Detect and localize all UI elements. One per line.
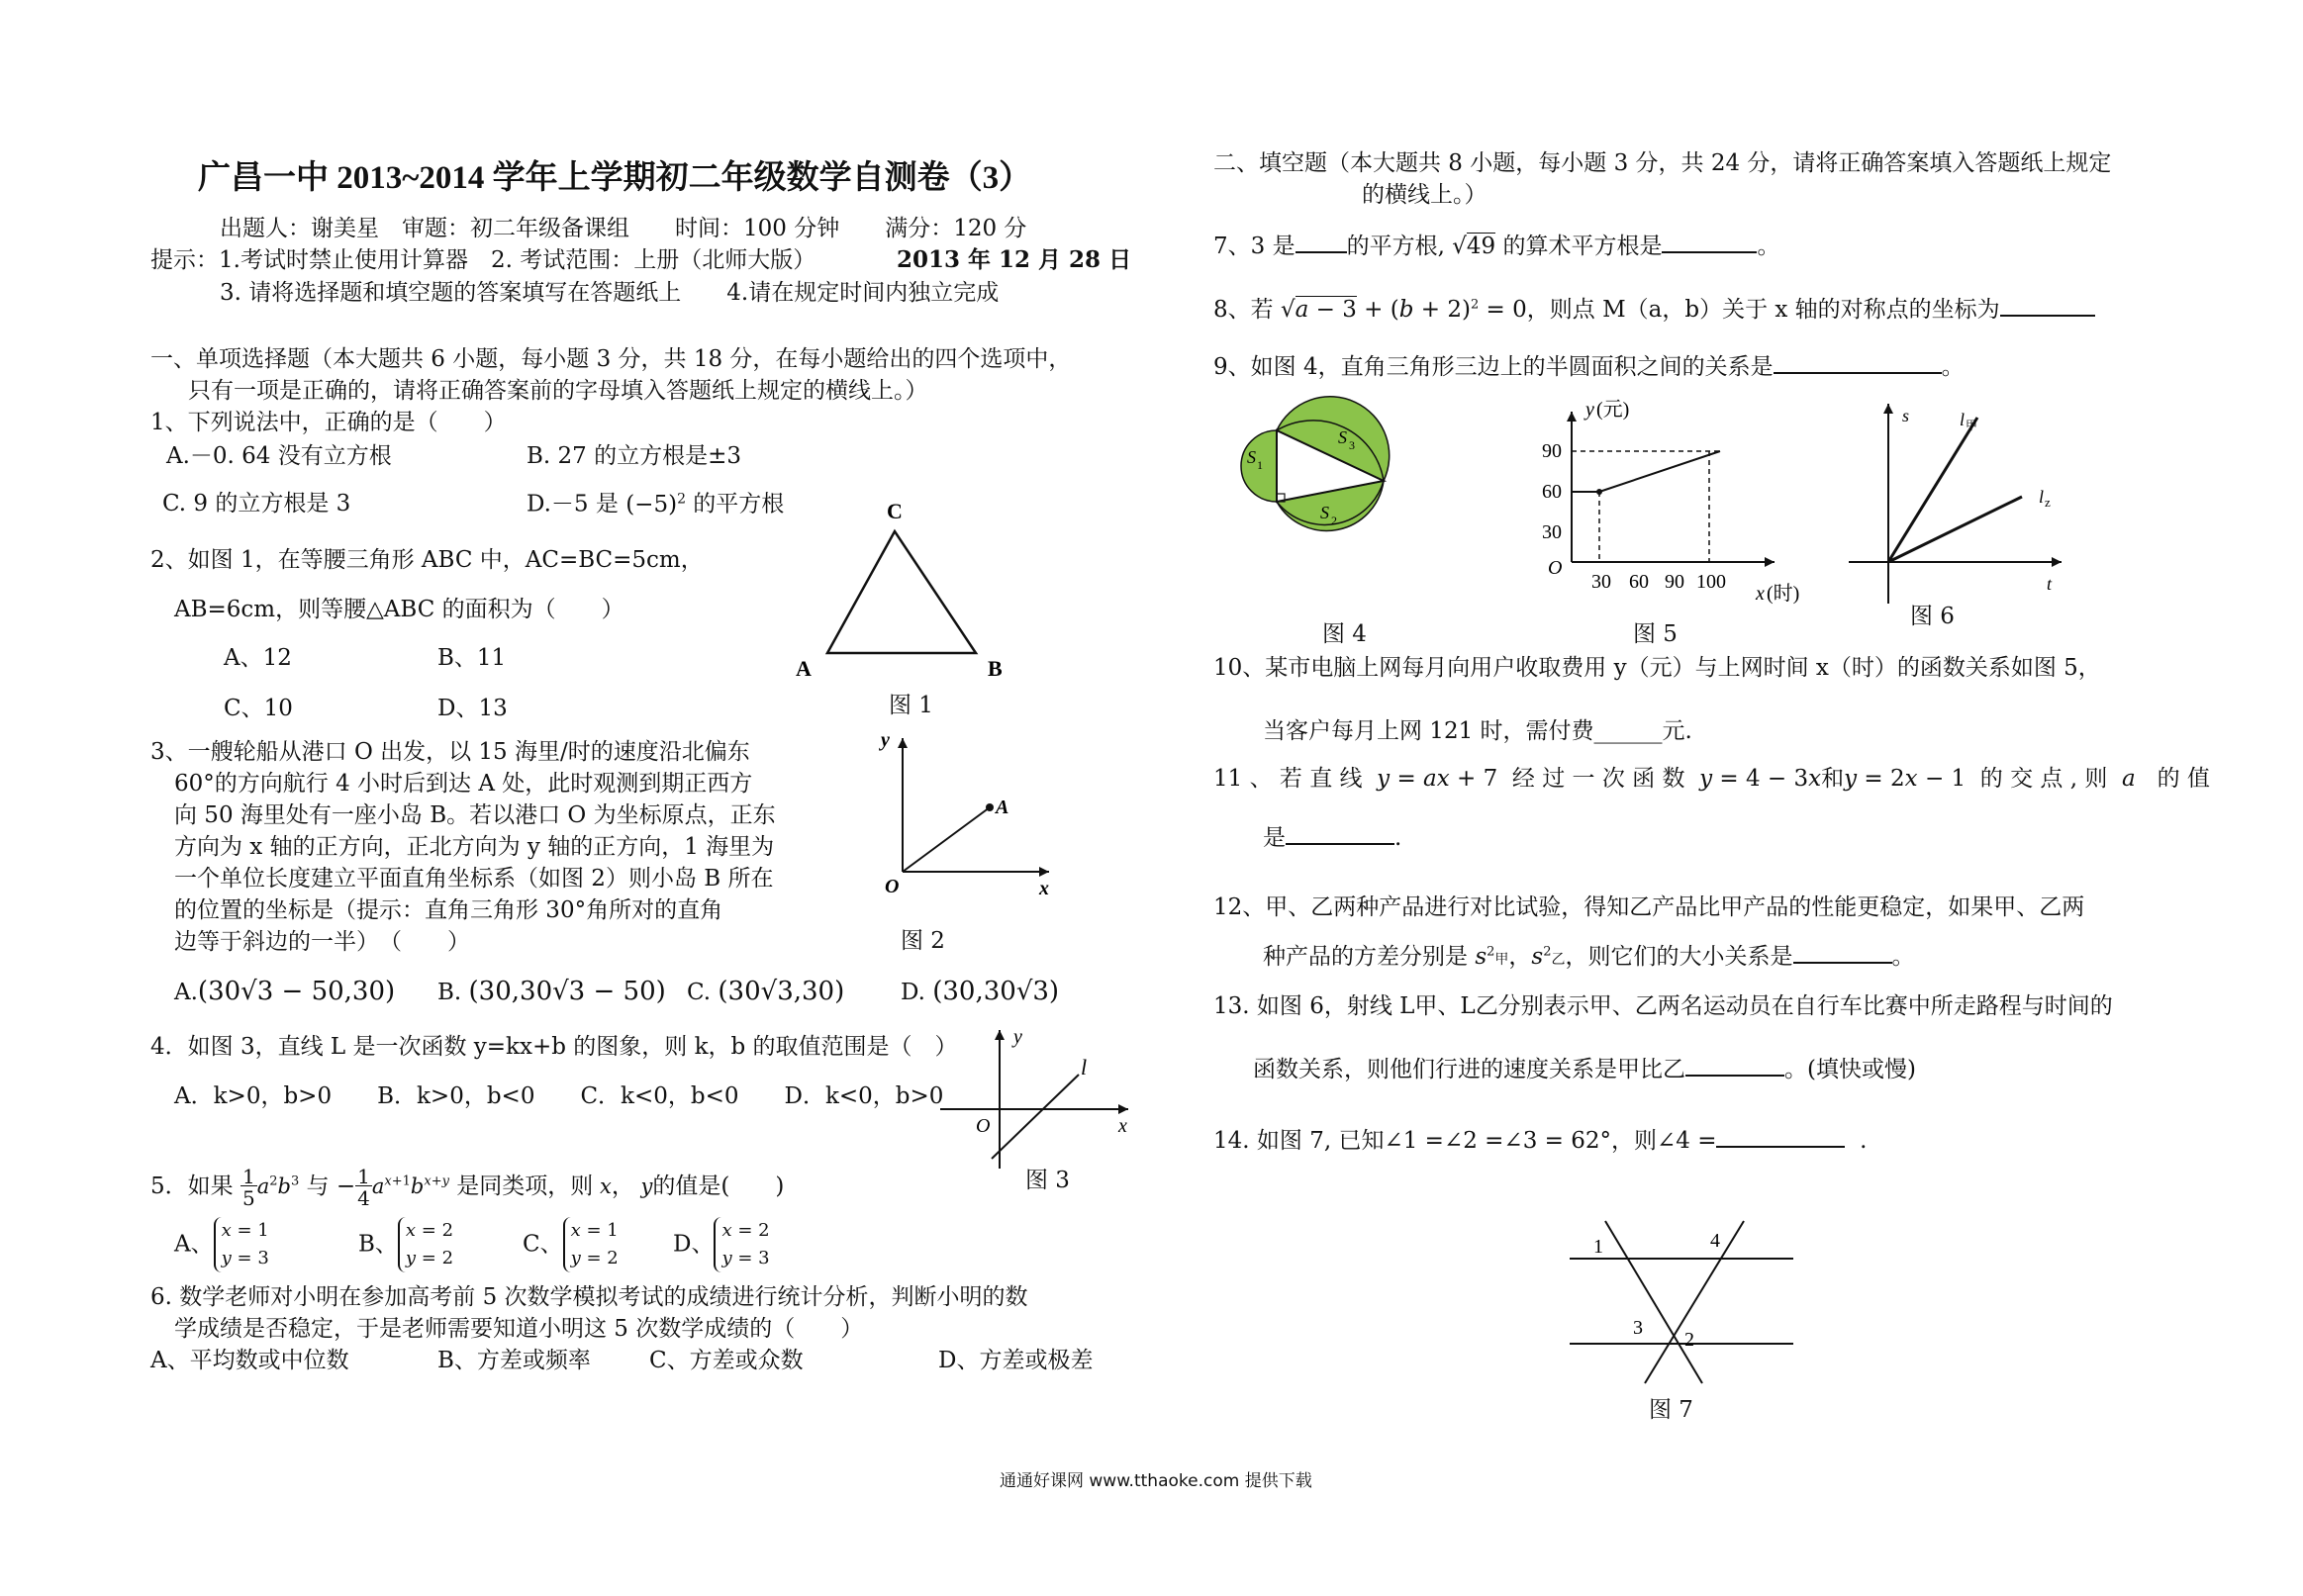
q7-pre: 7、3 是 — [1213, 234, 1295, 259]
q10-line-2: 当客户每月上网 121 时，需付费______元. — [1263, 718, 1692, 744]
q3-option-a-label: A. — [174, 980, 198, 1005]
q7-blank-2[interactable] — [1662, 234, 1757, 253]
q7-mid: 的平方根, — [1346, 234, 1445, 259]
section2-heading-2: 的横线上。） — [1362, 182, 1487, 208]
q11-line-2: 是 . — [1263, 825, 1402, 851]
q5-post: 是同类项，则 — [456, 1174, 594, 1199]
q14-end: . — [1860, 1128, 1868, 1154]
svg-text:30: 30 — [1542, 521, 1562, 543]
q5-option-a — [174, 1217, 269, 1272]
svg-text:y: y — [1585, 399, 1594, 421]
q11-part-b: 经 过 一 次 函 数 — [1511, 766, 1685, 792]
q13-blank[interactable] — [1685, 1057, 1784, 1077]
q6-line-2: 学成绩是否稳定，于是老师需要知道小明这 5 次数学成绩的（ ） — [174, 1316, 864, 1342]
q6-option-d: D、方差或极差 — [938, 1348, 1094, 1373]
q3-option-c-math: (30√3,30) — [718, 977, 845, 1006]
q3-option-b — [437, 978, 666, 1007]
q3-option-a — [174, 978, 395, 1007]
section1-heading-2: 只有一项是正确的，请将正确答案前的字母填入答题纸上规定的横线上。） — [188, 378, 928, 404]
q7-post: 的算术平方根是 — [1502, 234, 1663, 259]
svg-text:(时): (时) — [1767, 583, 1800, 605]
svg-text:A: A — [796, 656, 812, 681]
q5-option-b-system: x = 2 y = 2 — [398, 1217, 453, 1272]
figure-5-fee-graph — [1532, 390, 1809, 612]
q7-end: 。 — [1757, 234, 1780, 259]
q14-pre: 14. 如图 7, 已知∠1 =∠2 =∠3 = 62°，则∠4 = — [1213, 1128, 1717, 1154]
svg-text:l: l — [1081, 1055, 1088, 1080]
q9-text: 9、如图 4，直角三角形三边上的半圆面积之间的关系是 — [1213, 354, 1774, 380]
q7 — [1213, 234, 1779, 259]
figure-2-caption: 图 2 — [901, 928, 945, 954]
q13-part-a: 函数关系，则他们行进的速度关系是甲比乙 — [1253, 1057, 1685, 1082]
svg-text:60: 60 — [1542, 481, 1562, 503]
svg-text:90: 90 — [1542, 440, 1562, 462]
q2-option-d: D、13 — [437, 696, 508, 721]
svg-text:x: x — [1118, 1115, 1127, 1137]
q9-blank[interactable] — [1774, 354, 1942, 374]
q12-line-2 — [1263, 944, 1915, 970]
q7-sqrt49: √49 — [1452, 234, 1496, 259]
q5-option-b-label: B、 — [358, 1231, 398, 1258]
svg-text:A: A — [996, 797, 1009, 818]
q8-post: ，则点 M（a，b）关于 x 轴的对称点的坐标为 — [1526, 297, 2000, 323]
q11-blank[interactable] — [1286, 825, 1394, 845]
q3-option-a-math: (30√3 − 50,30) — [197, 977, 396, 1006]
svg-text:O: O — [1548, 557, 1563, 579]
svg-text:2: 2 — [1684, 1329, 1694, 1351]
q14 — [1213, 1128, 1867, 1154]
q3-option-c-label: C. — [687, 980, 712, 1005]
q9-end: 。 — [1941, 354, 1965, 380]
svg-text:t: t — [2047, 574, 2053, 594]
figure-3-caption: 图 3 — [1025, 1168, 1070, 1193]
q12-part-c: 。 — [1891, 944, 1915, 970]
q5-term-2: − 1 $4a^{x+1}b^{x+y}$ — [336, 1165, 449, 1210]
q5-option-d — [673, 1217, 770, 1272]
q5-option-d-system: x = 2 y = 3 — [714, 1217, 769, 1272]
q5-term-1: 1 5 — [241, 1165, 255, 1210]
q8-equation: $√a - 3 + (b + 2)^2 = 0$ — [1280, 297, 1527, 323]
q1-option-d-pre: D.－5 是 — [527, 491, 619, 517]
q5-option-d-label: D、 — [673, 1231, 715, 1258]
figure-6-rays — [1849, 396, 2076, 604]
q11-line-eq: y = ax + 7 — [1377, 766, 1498, 792]
svg-text:z: z — [2045, 495, 2051, 510]
tips-line-2: 3. 请将选择题和填空题的答案填写在答题纸上 4.请在规定时间内独立完成 — [220, 280, 1000, 306]
figure-2-coordinate — [851, 728, 1059, 906]
figure-4-caption: 图 4 — [1322, 621, 1367, 647]
q2-option-a: A、12 — [224, 645, 292, 671]
q1-option-a: A.－0. 64 没有立方根 — [166, 443, 392, 469]
q1-option-d — [527, 491, 784, 517]
q2-stem-2: AB=6cm，则等腰△ABC 的面积为（ ） — [174, 597, 624, 622]
svg-text:90: 90 — [1665, 571, 1684, 593]
q14-blank[interactable] — [1716, 1128, 1845, 1148]
q3-line-2: 60°的方向航行 4 小时后到达 A 处，此时观测到期正西方 — [174, 771, 753, 797]
q8 — [1213, 297, 2095, 323]
q12-variances: $s^2$甲，$s^2$乙 — [1475, 944, 1566, 970]
q6-option-c: C、方差或众数 — [649, 1348, 804, 1373]
q9 — [1213, 354, 1965, 380]
q4-options: A．k>0，b>0 B．k>0，b<0 C．k<0，b<0 D．k<0，b>0 — [174, 1083, 944, 1109]
svg-text:l: l — [2039, 487, 2045, 507]
q3-line-6: 的位置的坐标是（提示：直角三角形 30°角所对的直角 — [174, 897, 723, 923]
q1-option-d-post: 的平方根 — [693, 491, 785, 517]
q12-part-a: 种产品的方差分别是 — [1263, 944, 1468, 970]
figure-3-line-graph — [930, 1025, 1138, 1174]
q5-pre: 5．如果 — [150, 1174, 234, 1199]
q11-funcs: y = 4 − 3x和y = 2x − 1 — [1699, 766, 1967, 792]
q3-line-1: 3、一艘轮船从港口 O 出发，以 15 海里/时的速度沿北偏东 — [150, 739, 750, 765]
q13-part-b: 。(填快或慢) — [1784, 1057, 1916, 1082]
q12-line-1: 12、甲、乙两种产品进行对比试验，得知乙产品比甲产品的性能更稳定，如果甲、乙两 — [1213, 894, 2085, 920]
svg-text:O: O — [885, 876, 900, 897]
q5-option-c-system: x = 1 y = 2 — [563, 1217, 619, 1272]
q10-line-1: 10、某市电脑上网每月向用户收取费用 y（元）与上网时间 x（时）的函数关系如图 5， — [1213, 655, 2101, 681]
q2-option-c: C、10 — [224, 696, 293, 721]
q13-line-1: 13. 如图 6，射线 L甲、L乙分别表示甲、乙两名运动员在自行车比赛中所走路程与时间的 — [1213, 993, 2113, 1019]
q3-line-5: 一个单位长度建立平面直角坐标系（如图 2）则小岛 B 所在 — [174, 866, 774, 892]
tips-line-1: 提示：1.考试时禁止使用计算器 2. 考试范围：上册（北师大版） — [150, 247, 816, 273]
q12-part-b: ，则它们的大小关系是 — [1565, 944, 1793, 970]
svg-text:y: y — [1013, 1026, 1022, 1048]
exam-date: 2013 年 12 月 28 日 — [897, 246, 1132, 273]
q2-option-b: B、11 — [437, 645, 507, 671]
q5-option-a-label: A、 — [174, 1231, 214, 1258]
q3-option-c — [687, 978, 844, 1007]
q8-pre: 8、若 — [1213, 297, 1274, 323]
q2-stem-1: 2、如图 1，在等腰三角形 ABC 中，AC=BC=5cm， — [150, 547, 704, 573]
q5-option-c — [523, 1217, 619, 1272]
q4-stem: 4．如图 3，直线 L 是一次函数 y=kx+b 的图象，则 k，b 的取值范围是（ ） — [150, 1034, 958, 1060]
svg-text:4: 4 — [1710, 1230, 1720, 1252]
q3-option-b-math: (30,30√3 − 50) — [468, 977, 666, 1006]
svg-text:2: 2 — [1331, 514, 1337, 527]
q5-option-b — [358, 1217, 453, 1272]
q11-part-e: 是 — [1263, 825, 1286, 851]
svg-text:30: 30 — [1591, 571, 1611, 593]
q3-line-3: 向 50 海里处有一座小岛 B。若以港口 O 为坐标原点，正东 — [174, 802, 776, 828]
svg-text:100: 100 — [1696, 571, 1726, 593]
q1-option-b: B. 27 的立方根是±3 — [527, 443, 742, 469]
section2-heading: 二、填空题（本大题共 8 小题，每小题 3 分，共 24 分，请将正确答案填入答题纸上规定 — [1213, 150, 2112, 176]
svg-text:1: 1 — [1593, 1236, 1603, 1258]
q12-blank[interactable] — [1793, 944, 1892, 964]
q5-option-a-system: x = 1 y = 3 — [214, 1217, 269, 1272]
q3-option-d — [901, 978, 1059, 1007]
q3-line-7: 边等于斜边的一半） （ ） — [174, 929, 470, 955]
svg-text:S: S — [1320, 503, 1329, 522]
q11-part-d: 的 值 — [2157, 766, 2210, 792]
svg-text:甲: 甲 — [1966, 419, 1978, 432]
figure-4-semicircles — [1239, 394, 1397, 552]
q5-option-c-label: C、 — [523, 1231, 563, 1258]
q13-line-2 — [1253, 1057, 1916, 1082]
q6-option-b: B、方差或频率 — [437, 1348, 591, 1373]
svg-text:l: l — [1960, 410, 1966, 429]
figure-7-caption: 图 7 — [1649, 1397, 1693, 1423]
q5-stem: 5．如果 1 $5a^2b^3$ 与 − 1 $4a^{x+1}b^{x+y}$ 是同类项，则 x， y的值是( ) — [150, 1165, 785, 1210]
q1-stem: 1、下列说法中，正确的是（ ） — [150, 410, 507, 435]
svg-text:(元): (元) — [1596, 399, 1630, 421]
svg-text:x: x — [1756, 583, 1765, 605]
svg-text:C: C — [887, 499, 903, 523]
figure-5-caption: 图 5 — [1633, 621, 1678, 647]
q1-option-c: C. 9 的立方根是 3 — [162, 491, 351, 516]
figure-7-angles — [1556, 1213, 1803, 1391]
q1-option-d-math: $(-5)^2$ — [625, 491, 686, 517]
svg-text:s: s — [1902, 406, 1910, 425]
q6-option-a: A、平均数或中位数 — [150, 1348, 349, 1373]
svg-text:O: O — [976, 1115, 991, 1137]
figure-1-triangle — [792, 495, 1019, 683]
q11-line-1: 11 、 若 直 线 y = ax + 7 经 过 一 次 函 数 y = 4 − 3x和y = 2x − 1 的 交 点 , 则 a 的 值 — [1213, 766, 2210, 792]
q5-post-3: 的值是( ) — [652, 1174, 785, 1199]
section1-heading: 一、单项选择题（本大题共 6 小题，每小题 3 分，共 18 分，在每小题给出的四个选项中， — [150, 346, 1072, 372]
svg-text:1: 1 — [1257, 458, 1263, 472]
q5-mid: 与 — [306, 1174, 330, 1199]
q6-line-1: 6. 数学老师对小明在参加高考前 5 次数学模拟考试的成绩进行统计分析，判断小明的数 — [150, 1284, 1028, 1310]
page-title: 广昌一中 2013~2014 学年上学期初二年级数学自测卷（3） — [198, 160, 1032, 196]
svg-text:3: 3 — [1633, 1317, 1643, 1339]
svg-text:3: 3 — [1349, 438, 1355, 452]
q3-line-4: 方向为 x 轴的正方向，正北方向为 y 轴的正方向，1 海里为 — [174, 834, 775, 860]
q7-blank-1[interactable] — [1295, 234, 1347, 253]
q3-option-d-math: (30,30√3) — [932, 977, 1060, 1006]
q11-part-a: 11 、 若 直 线 — [1213, 766, 1363, 792]
q3-option-d-label: D. — [901, 980, 925, 1005]
svg-text:x: x — [1039, 878, 1049, 899]
svg-text:S: S — [1247, 447, 1256, 467]
q11-part-c: 的 交 点 , 则 — [1979, 766, 2108, 792]
q5-post-2: ， — [611, 1174, 634, 1199]
figure-6-caption: 图 6 — [1910, 604, 1955, 629]
page-footer: 通通好课网 www.tthaoke.com 提供下载 — [1000, 1471, 1312, 1491]
exam-meta: 出题人：谢美星 审题：初二年级备课组 时间：100 分钟 满分：120 分 — [220, 216, 1027, 241]
svg-text:B: B — [988, 656, 1003, 681]
figure-1-caption: 图 1 — [889, 693, 933, 718]
q3-option-b-label: B. — [437, 980, 462, 1005]
svg-text:y: y — [881, 729, 890, 751]
svg-text:60: 60 — [1629, 571, 1649, 593]
q8-blank[interactable] — [2000, 297, 2095, 317]
svg-text:S: S — [1338, 427, 1347, 447]
